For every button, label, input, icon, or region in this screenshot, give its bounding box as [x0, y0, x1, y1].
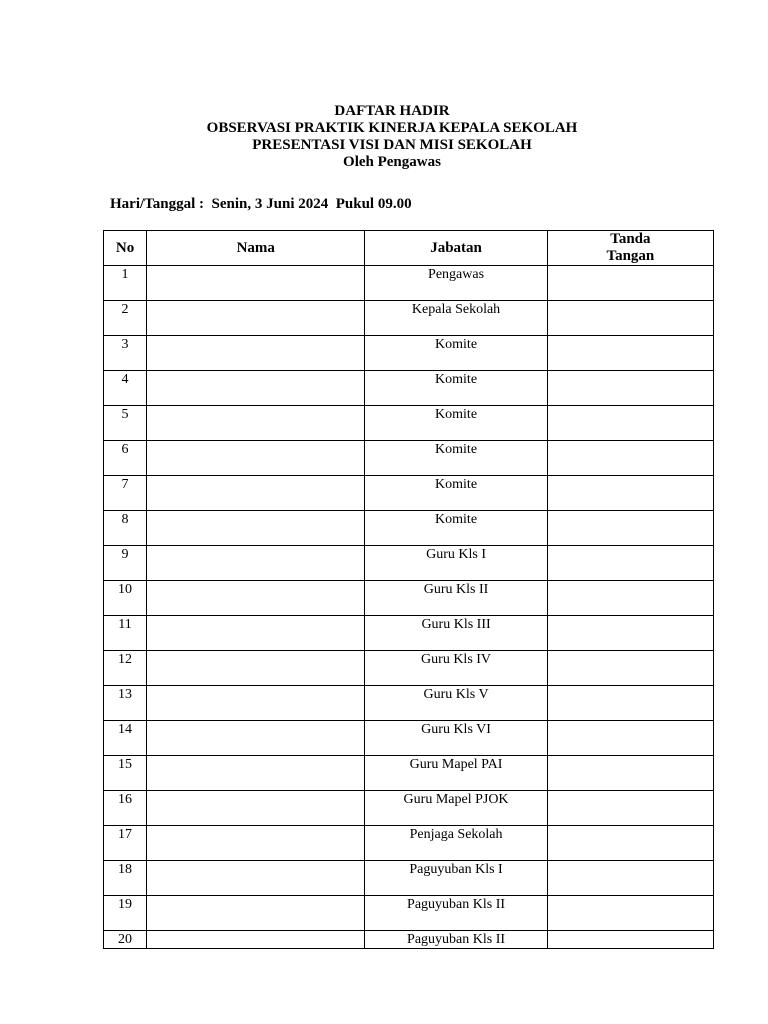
- cell-jabatan: Guru Kls VI: [365, 721, 547, 756]
- table-row: [104, 546, 714, 581]
- cell-nama[interactable]: [147, 826, 365, 861]
- table-row: [104, 686, 714, 721]
- cell-no: 6: [104, 441, 147, 476]
- cell-no: 13: [104, 686, 147, 721]
- cell-nama[interactable]: [147, 511, 365, 546]
- cell-tanda-tangan[interactable]: [547, 546, 713, 581]
- cell-no: 9: [104, 546, 147, 581]
- cell-tanda-tangan[interactable]: [547, 616, 713, 651]
- cell-jabatan: Guru Kls II: [365, 581, 547, 616]
- cell-tanda-tangan[interactable]: [547, 791, 713, 826]
- table-row: [104, 616, 714, 651]
- cell-jabatan: Pengawas: [365, 266, 547, 301]
- cell-no: 1: [104, 266, 147, 301]
- table-row: [104, 756, 714, 791]
- cell-nama[interactable]: [147, 931, 365, 949]
- attendance-table: [103, 230, 714, 949]
- cell-nama[interactable]: [147, 721, 365, 756]
- cell-nama[interactable]: [147, 301, 365, 336]
- cell-tanda-tangan[interactable]: [547, 336, 713, 371]
- cell-nama[interactable]: [147, 791, 365, 826]
- cell-jabatan: Guru Mapel PJOK: [365, 791, 547, 826]
- cell-tanda-tangan[interactable]: [547, 441, 713, 476]
- cell-no: 20: [104, 931, 147, 949]
- table-row: [104, 266, 714, 301]
- cell-no: 17: [104, 826, 147, 861]
- column-header-nama: Nama: [147, 231, 365, 266]
- cell-no: 2: [104, 301, 147, 336]
- table-row: [104, 931, 714, 949]
- cell-nama[interactable]: [147, 756, 365, 791]
- cell-tanda-tangan[interactable]: [547, 721, 713, 756]
- cell-jabatan: Komite: [365, 511, 547, 546]
- cell-jabatan: Paguyuban Kls II: [365, 931, 547, 949]
- cell-nama[interactable]: [147, 861, 365, 896]
- cell-no: 3: [104, 336, 147, 371]
- table-row: [104, 406, 714, 441]
- cell-nama[interactable]: [147, 686, 365, 721]
- cell-jabatan: Guru Mapel PAI: [365, 756, 547, 791]
- cell-nama[interactable]: [147, 441, 365, 476]
- cell-no: 5: [104, 406, 147, 441]
- cell-tanda-tangan[interactable]: [547, 266, 713, 301]
- cell-jabatan: Paguyuban Kls II: [365, 896, 547, 931]
- table-row: [104, 476, 714, 511]
- table-header-row: [104, 231, 714, 266]
- cell-jabatan: Paguyuban Kls I: [365, 861, 547, 896]
- cell-jabatan: Komite: [365, 371, 547, 406]
- cell-no: 16: [104, 791, 147, 826]
- cell-jabatan: Guru Kls V: [365, 686, 547, 721]
- table-row: [104, 336, 714, 371]
- cell-tanda-tangan[interactable]: [547, 406, 713, 441]
- document-title-block: [0, 103, 768, 171]
- title-oleh: Oleh Pengawas: [343, 154, 441, 170]
- column-header-jabatan: Jabatan: [365, 231, 547, 266]
- title-observasi: OBSERVASI PRAKTIK KINERJA KEPALA SEKOLAH: [206, 120, 578, 136]
- column-header-tanda: Tanda: [610, 231, 651, 247]
- cell-tanda-tangan[interactable]: [547, 476, 713, 511]
- cell-jabatan: Guru Kls I: [365, 546, 547, 581]
- table-row: [104, 721, 714, 756]
- cell-no: 4: [104, 371, 147, 406]
- cell-jabatan: Komite: [365, 476, 547, 511]
- cell-nama[interactable]: [147, 546, 365, 581]
- table-row: [104, 301, 714, 336]
- cell-tanda-tangan[interactable]: [547, 826, 713, 861]
- cell-no: 15: [104, 756, 147, 791]
- cell-tanda-tangan[interactable]: [547, 686, 713, 721]
- cell-tanda-tangan[interactable]: [547, 861, 713, 896]
- cell-jabatan: Guru Kls III: [365, 616, 547, 651]
- table-row: [104, 371, 714, 406]
- cell-no: 12: [104, 651, 147, 686]
- table-row: [104, 651, 714, 686]
- table-row: [104, 791, 714, 826]
- cell-nama[interactable]: [147, 581, 365, 616]
- cell-tanda-tangan[interactable]: [547, 581, 713, 616]
- cell-tanda-tangan[interactable]: [547, 931, 713, 949]
- table-body: [104, 266, 714, 949]
- cell-jabatan: Guru Kls IV: [365, 651, 547, 686]
- cell-jabatan: Komite: [365, 406, 547, 441]
- title-presentasi: PRESENTASI VISI DAN MISI SEKOLAH: [252, 137, 532, 153]
- cell-tanda-tangan[interactable]: [547, 756, 713, 791]
- table-row: [104, 861, 714, 896]
- column-header-tangan: Tangan: [606, 248, 655, 264]
- date-time-line: Hari/Tanggal : Senin, 3 Juni 2024 Pukul 09.00: [110, 196, 412, 212]
- cell-nama[interactable]: [147, 896, 365, 931]
- cell-nama[interactable]: [147, 371, 365, 406]
- cell-nama[interactable]: [147, 616, 365, 651]
- cell-nama[interactable]: [147, 651, 365, 686]
- column-header-no: No: [104, 231, 147, 266]
- cell-no: 14: [104, 721, 147, 756]
- cell-tanda-tangan[interactable]: [547, 371, 713, 406]
- title-daftar-hadir: DAFTAR HADIR: [334, 103, 450, 119]
- cell-jabatan: Penjaga Sekolah: [365, 826, 547, 861]
- cell-tanda-tangan[interactable]: [547, 896, 713, 931]
- cell-tanda-tangan[interactable]: [547, 651, 713, 686]
- cell-jabatan: Kepala Sekolah: [365, 301, 547, 336]
- table-row: [104, 441, 714, 476]
- cell-jabatan: Komite: [365, 336, 547, 371]
- cell-no: 18: [104, 861, 147, 896]
- cell-no: 11: [104, 616, 147, 651]
- cell-nama[interactable]: [147, 476, 365, 511]
- cell-no: 7: [104, 476, 147, 511]
- cell-nama[interactable]: [147, 336, 365, 371]
- column-header-tanda-tangan: [547, 231, 713, 266]
- cell-tanda-tangan[interactable]: [547, 301, 713, 336]
- table-row: [104, 896, 714, 931]
- cell-no: 8: [104, 511, 147, 546]
- cell-no: 10: [104, 581, 147, 616]
- table-row: [104, 511, 714, 546]
- cell-tanda-tangan[interactable]: [547, 511, 713, 546]
- table-row: [104, 826, 714, 861]
- cell-nama[interactable]: [147, 406, 365, 441]
- table-row: [104, 581, 714, 616]
- cell-jabatan: Komite: [365, 441, 547, 476]
- cell-nama[interactable]: [147, 266, 365, 301]
- cell-no: 19: [104, 896, 147, 931]
